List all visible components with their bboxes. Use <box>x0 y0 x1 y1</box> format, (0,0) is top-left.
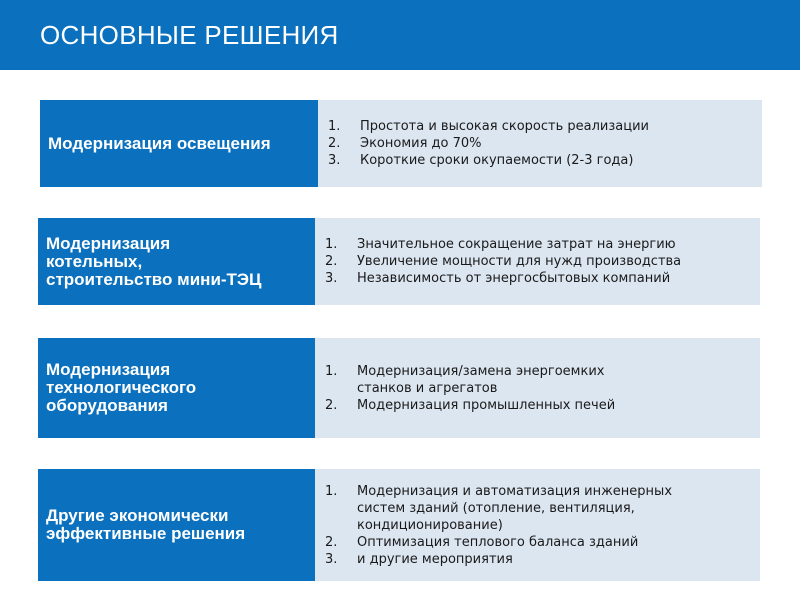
solution-label <box>38 218 315 305</box>
benefit-number: 1. <box>325 483 338 499</box>
benefit-item <box>318 118 649 135</box>
solution-benefits <box>315 338 760 438</box>
benefit-item <box>315 397 615 414</box>
benefit-item <box>315 270 681 287</box>
benefit-number: 1. <box>328 119 341 134</box>
benefit-item <box>318 135 649 152</box>
benefit-number: 2. <box>328 136 341 151</box>
benefit-number: 2. <box>325 254 338 269</box>
benefit-text: Модернизация/замена энергоемких <box>357 363 605 379</box>
solution-label-line: котельных, <box>46 251 143 271</box>
solution-label-line: Модернизация <box>46 233 171 253</box>
solution-label-line: эффективные решения <box>46 524 246 543</box>
benefit-text: Простота и высокая скорость реализации <box>360 119 649 134</box>
benefit-number: 2. <box>325 397 338 413</box>
solution-label <box>40 100 318 187</box>
benefit-text: станков и агрегатов <box>357 380 498 396</box>
benefit-text: и другие мероприятия <box>357 551 513 567</box>
benefit-item <box>318 152 649 169</box>
solution-row-other <box>38 469 760 581</box>
benefit-number: 3. <box>325 271 338 286</box>
benefit-text: систем зданий (отопление, вентиляция, <box>357 500 635 516</box>
benefit-number: 3. <box>325 551 338 567</box>
benefit-number: 2. <box>325 534 338 550</box>
benefit-text: Экономия до 70% <box>360 136 482 151</box>
benefit-text: Независимость от энергосбытовых компаний <box>357 271 671 286</box>
solution-label-line: Другие экономически <box>46 506 229 525</box>
solution-row-boilers <box>38 218 760 305</box>
solution-label <box>38 338 315 438</box>
solution-label-line: Модернизация освещения <box>48 133 271 153</box>
solution-row-lighting <box>40 100 762 187</box>
solution-label-line: Модернизация <box>46 360 171 379</box>
benefit-text: Модернизация промышленных печей <box>357 397 616 413</box>
benefit-item <box>315 236 681 253</box>
header-bar <box>0 0 800 70</box>
benefit-item <box>315 483 672 534</box>
page-title: ОСНОВНЫЕ РЕШЕНИЯ <box>40 20 339 50</box>
benefit-item <box>315 534 672 551</box>
benefit-text: Увеличение мощности для нужд производства <box>357 254 682 269</box>
solution-label-line: технологического <box>46 378 197 397</box>
benefit-text: Модернизация и автоматизация инженерных <box>357 483 673 499</box>
benefit-text: Значительное сокращение затрат на энергию <box>357 237 676 252</box>
solution-row-equipment <box>38 338 760 438</box>
benefit-text: Короткие сроки окупаемости (2-3 года) <box>360 153 634 168</box>
solution-label <box>38 469 315 581</box>
benefit-item <box>315 253 681 270</box>
benefit-number: 1. <box>325 237 338 252</box>
benefit-text: кондиционирование) <box>357 517 503 533</box>
benefit-item <box>315 363 615 397</box>
benefit-number: 1. <box>325 363 338 379</box>
solution-benefits <box>315 218 760 305</box>
solution-label-line: оборудования <box>46 396 168 415</box>
benefit-text: Оптимизация теплового баланса зданий <box>357 534 639 550</box>
solution-benefits <box>315 469 760 581</box>
solution-benefits <box>318 100 762 187</box>
benefit-number: 3. <box>328 153 341 168</box>
benefit-item <box>315 551 672 568</box>
solution-label-line: строительство мини-ТЭЦ <box>46 269 262 289</box>
